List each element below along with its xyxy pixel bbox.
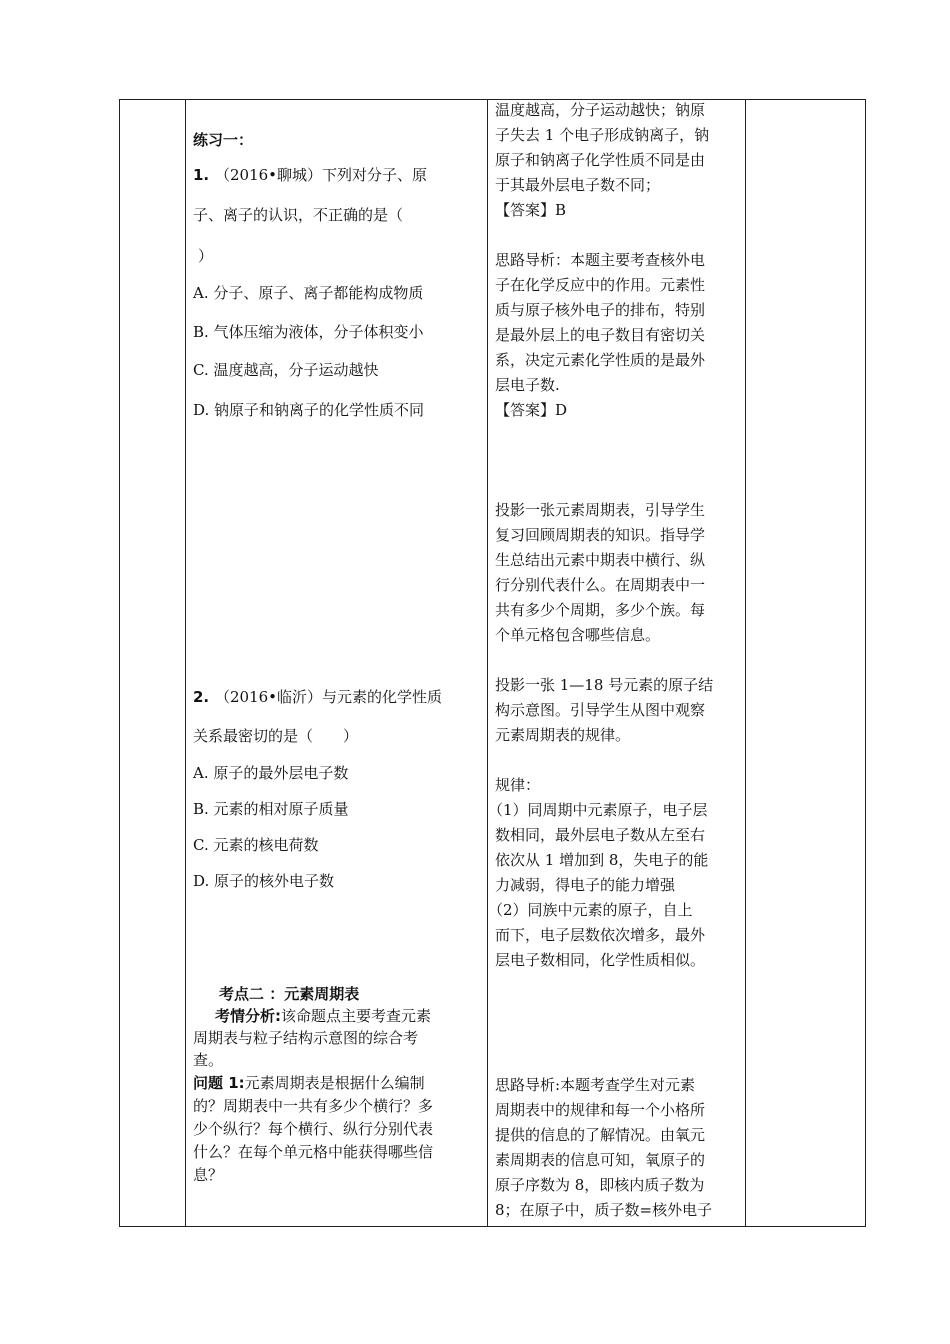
rules-line: （2）同族中元素的原子，自上	[488, 901, 693, 919]
topic-heading: 考点二 ：元素周期表	[219, 985, 360, 1003]
question-2-stem: 关系最密切的是（ ）	[193, 727, 359, 745]
answer-explanation-line: 于其最外层电子数不同；	[495, 176, 661, 194]
rules-heading: 规律：	[495, 776, 541, 794]
analysis-paragraph	[193, 1006, 431, 1026]
lesson-table	[119, 99, 866, 1227]
question-label: 问题 1:	[193, 1074, 245, 1092]
guide-analysis-line: 8；在原子中，质子数=核外电子	[495, 1201, 713, 1219]
guide-analysis-line: 素周期表的信息可知，氧原子的	[495, 1151, 706, 1169]
teaching-step-line: 构示意图。引导学生从图中观察	[495, 701, 706, 719]
exercise-title: 练习一：	[193, 131, 254, 149]
guide-analysis-line: 思路导析:本题考查学生对元素	[495, 1076, 696, 1094]
teaching-step-line: 生总结出元素中期表中横行、纵	[495, 551, 706, 569]
question-1-option-c: C. 温度越高，分子运动越快	[193, 361, 379, 379]
guide-analysis-line: 原子序数为 8，即核内质子数为	[495, 1176, 705, 1194]
rules-line: 而下，电子层数依次增多，最外	[495, 926, 706, 944]
guide-analysis-line: 提供的信息的了解情况。由氧元	[495, 1126, 706, 1144]
question-1-stem: （2016•聊城）下列对分子、原	[215, 166, 428, 184]
question-1-stem: 子、离子的认识，不正确的是（	[193, 206, 404, 224]
question-text: 什么？在每个单元格中能获得哪些信	[193, 1143, 434, 1161]
question-2-stem: （2016•临沂）与元素的化学性质	[215, 688, 443, 706]
guide-analysis-line: 子在化学反应中的作用。元素性	[495, 276, 706, 294]
analysis-text: 查。	[193, 1051, 224, 1069]
question-text: 元素周期表是根据什么编制	[244, 1074, 425, 1092]
answer-explanation-line: 原子和钠离子化学性质不同是由	[495, 151, 706, 169]
question-1-number: 1.	[193, 166, 210, 184]
question-2-number: 2.	[193, 688, 210, 706]
answer-explanation-line: 温度越高，分子运动越快；钠原	[495, 101, 706, 119]
left-column	[120, 100, 185, 1226]
teaching-step-line: 投影一张 1—18 号元素的原子结	[495, 676, 714, 694]
question-paragraph	[193, 1073, 425, 1093]
rules-line: 层电子数相同，化学性质相似。	[495, 951, 706, 969]
teaching-step-line: 个单元格包含哪些信息。	[495, 626, 661, 644]
question-2-option-b: B. 元素的相对原子质量	[193, 800, 349, 818]
question-text: 的？周期表中一共有多少个横行？多	[193, 1097, 434, 1115]
right-column	[746, 100, 865, 1226]
question-text: 息？	[193, 1166, 224, 1184]
guide-analysis-line: 层电子数.	[495, 376, 560, 394]
analysis-label: 考情分析:	[215, 1007, 281, 1025]
guide-analysis-line: 是最外层上的电子数目有密切关	[495, 326, 706, 344]
analysis-text: 该命题点主要考查元素	[281, 1007, 432, 1025]
analysis-text: 周期表与粒子结构示意图的综合考	[193, 1029, 419, 1047]
question-text: 少个纵行？每个横行、纵行分别代表	[193, 1120, 434, 1138]
answer-key: 【答案】B	[495, 201, 567, 219]
answer-key: 【答案】D	[495, 401, 568, 419]
question-1-option-d: D. 钠原子和钠离子的化学性质不同	[193, 401, 425, 419]
question-1-option-a: A. 分子、原子、离子都能构成物质	[193, 284, 424, 302]
guide-analysis-line: 思路导析：本题主要考查核外电	[495, 251, 706, 269]
rules-line: 数相同，最外层电子数从左至右	[495, 826, 706, 844]
rules-line: （1）同周期中元素原子，电子层	[488, 801, 708, 819]
question-2-option-a: A. 原子的最外层电子数	[193, 764, 349, 782]
question-2-option-d: D. 原子的核外电子数	[193, 872, 335, 890]
teaching-step-line: 投影一张元素周期表，引导学生	[495, 501, 706, 519]
rules-line: 力减弱，得电子的能力增强	[495, 876, 676, 894]
answer-explanation-line: 子失去 1 个电子形成钠离子，钠	[495, 126, 710, 144]
question-1-stem: ）	[198, 247, 214, 265]
question-2-option-c: C. 元素的核电荷数	[193, 836, 319, 854]
teaching-step-line: 共有多少个周期，多少个族。每	[495, 601, 706, 619]
guide-analysis-line: 周期表中的规律和每一个小格所	[495, 1101, 706, 1119]
teaching-step-line: 元素周期表的规律。	[495, 726, 631, 744]
teaching-step-line: 复习回顾周期表的知识。指导学	[495, 526, 706, 544]
rules-line: 依次从 1 增加到 8，失电子的能	[495, 851, 709, 869]
question-1-option-b: B. 气体压缩为液体，分子体积变小	[193, 323, 424, 341]
guide-analysis-line: 系，决定元素化学性质的是最外	[495, 351, 706, 369]
teacher-activity-column	[488, 100, 744, 1226]
guide-analysis-line: 质与原子核外电子的排布，特别	[495, 301, 706, 319]
student-activity-column	[186, 100, 486, 1226]
teaching-step-line: 行分别代表什么。在周期表中一	[495, 576, 706, 594]
